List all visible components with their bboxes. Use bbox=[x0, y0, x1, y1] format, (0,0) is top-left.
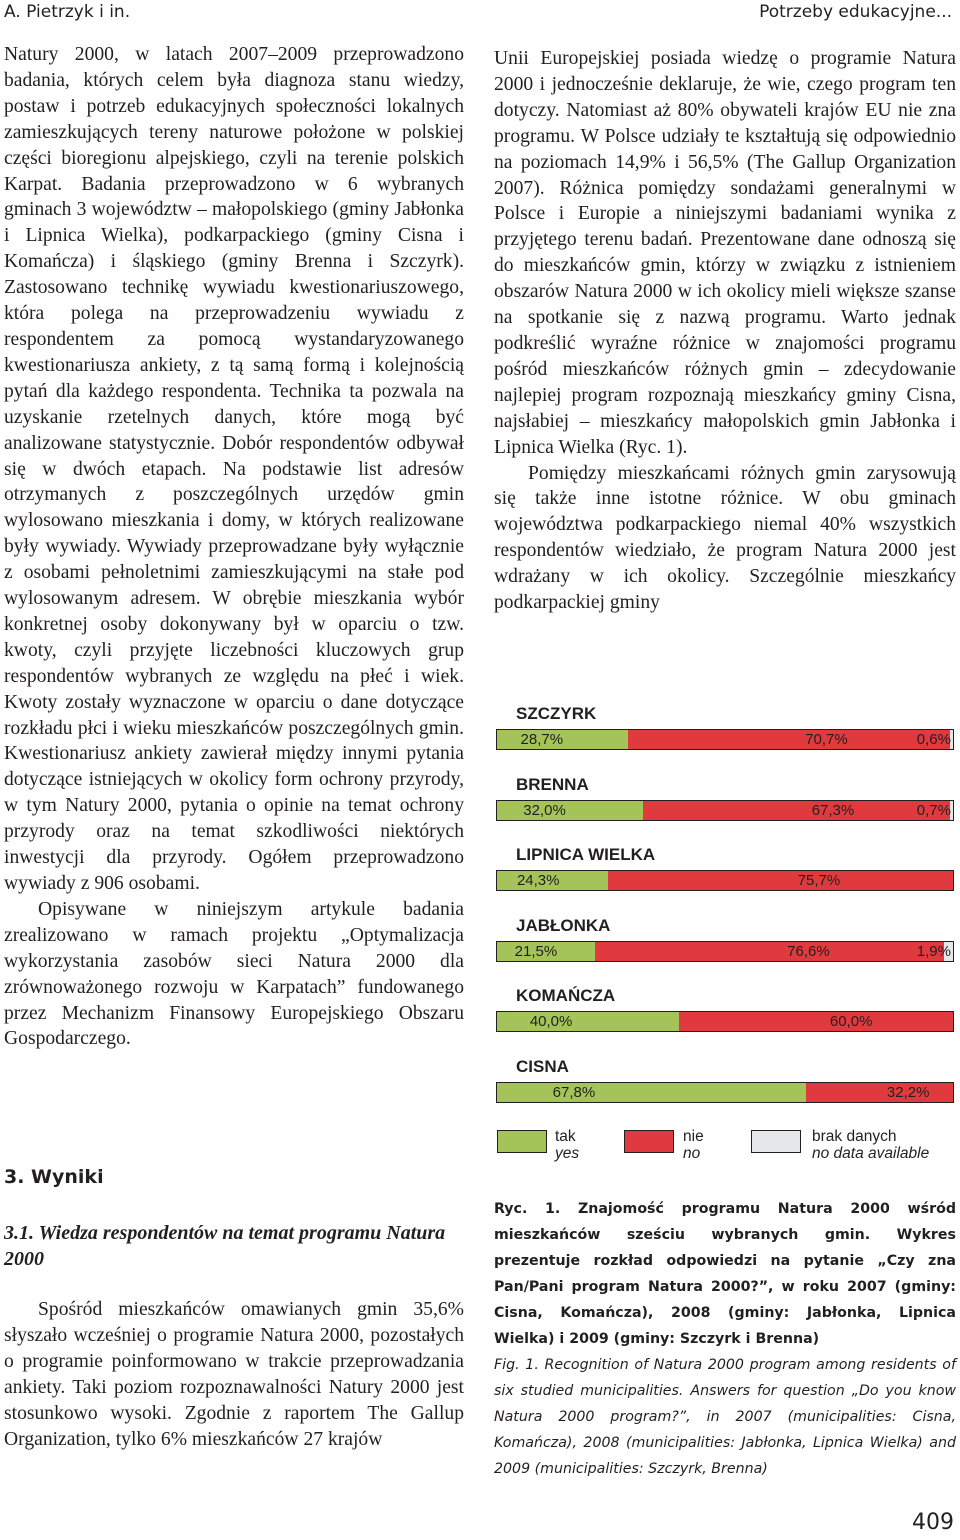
running-head-authors: A. Pietrzyk i in. bbox=[4, 2, 131, 22]
legend-swatch-no bbox=[624, 1130, 674, 1153]
data-label-no: 60,0% bbox=[829, 1013, 873, 1030]
caption-polish: Ryc. 1. Znajomość programu Natura 2000 wśród mieszkańców sześciu wybranych gmin. Wykres prezentuje rozkład odpowiedzi na pytanie „Czy zna Pan/Pani program Natura 2000?”, w roku 2007 (gminy: Cisna, Komańcza), 2008 (gminy: Jabłonka, Lipnica Wielka) i 2009 (gminy: Szczyrk i Brenna) bbox=[494, 1201, 956, 1347]
category-label: SZCZYRK bbox=[516, 704, 597, 723]
stacked-bar bbox=[496, 1011, 954, 1032]
category-label: BRENNA bbox=[516, 774, 589, 794]
caption-english: Fig. 1. Recognition of Natura 2000 program among residents of six studied municipalities. Answers for question „Do you know Natura 2000 program?”, in 2007 (municipalities: Cisna, Komańcza), 2008 (municipalities: Jabłonka, Lipnica Wielka) and 2009 (municipalities: Szczyrk, Brenna) bbox=[494, 1357, 956, 1477]
bar-segment-no bbox=[628, 730, 950, 749]
data-label-no: 75,7% bbox=[797, 872, 841, 889]
legend-swatch-yes bbox=[497, 1130, 547, 1153]
data-label-no-data: 1,9% bbox=[916, 942, 951, 960]
data-label-no: 76,6% bbox=[787, 942, 830, 960]
bar-segment-no bbox=[643, 801, 950, 820]
data-label-yes: 28,7% bbox=[520, 731, 564, 748]
bar-segment-no bbox=[679, 1012, 953, 1031]
legend-label-yes: tak yes bbox=[555, 1128, 580, 1162]
left-column bbox=[4, 42, 464, 1052]
category-label: CISNA bbox=[516, 1056, 569, 1076]
data-label-yes: 32,0% bbox=[523, 801, 566, 819]
legend-label-no-data: brak danych no data available bbox=[812, 1128, 930, 1162]
bar-segment-yes bbox=[497, 1012, 679, 1031]
category-label: LIPNICA WIELKA bbox=[516, 845, 656, 864]
page-number: 409 bbox=[912, 1510, 954, 1535]
data-label-yes: 21,5% bbox=[514, 942, 558, 960]
data-label-yes: 67,8% bbox=[552, 1083, 596, 1101]
body-paragraph: Unii Europejskiej posiada wiedzę o programie Natura 2000 i jednocześnie deklaruje, że wie, czego program ten dotyczy. Natomiast aż 80% obywateli krajów EU nie zna programu. W Polsce udziały te kształtują się odpowiednio na poziomach 14,9% i 56,5% (The Gallup Organization 2007). Różnica pomiędzy sondażami generalnymi w Polsce i Europie a niniejszymi badaniami wynika z przyjętego terenu badań. Prezentowane dane odnoszą się do mieszkańców gmin, którzy w związku z istnieniem obszarów Natura 2000 w ich okolicy mieli większe szanse na spotkanie się z nazwą programu. Warto jednak podkreślić wyraźne różnice w znajomości programu pośród mieszkańców różnych gmin – zdecydowanie najlepiej program rozpoznają mieszkańcy gminy Cisna, najsłabiej – mieszkańcy małopolskich gmin Jabłonka i Lipnica Wielka (Ryc. 1). bbox=[494, 48, 956, 458]
figure-caption bbox=[494, 1196, 956, 1482]
subsection-heading: 3.1. Wiedza respondentów na temat programu Natura 2000 bbox=[4, 1222, 446, 1270]
body-paragraph: Opisywane w niniejszym artykule badania zrealizowano w ramach projektu „Optymalizacja wykorzystania zasobów sieci Natura 2000 dla zrównoważonego rozwoju w Karpatach” fundowanego przez Mechanizm Finansowy Europejskiego Obszaru Gospodarczego. bbox=[4, 898, 464, 1050]
data-label-no: 32,2% bbox=[886, 1083, 930, 1101]
legend-swatch-no-data bbox=[751, 1130, 801, 1153]
stacked-bar bbox=[496, 941, 954, 962]
data-label-no: 67,3% bbox=[811, 801, 855, 819]
data-label-yes: 24,3% bbox=[516, 872, 560, 889]
data-label-no: 70,7% bbox=[805, 731, 848, 748]
data-label-no-data: 0,6% bbox=[916, 731, 951, 748]
bar-segment-no bbox=[608, 871, 953, 890]
stacked-bar bbox=[496, 729, 954, 750]
stacked-bar bbox=[496, 870, 954, 891]
body-paragraph: Pomiędzy mieszkańcami różnych gmin zarysowują się także inne istotne różnice. W obu gminach województwa podkarpackiego niemal 40% wszystkich respondentów wiedziało, że program Natura 2000 jest wdrażany w ich okolicy. Szczególnie mieszkańcy podkarpackiej gminy bbox=[494, 462, 956, 614]
category-label: KOMAŃCZA bbox=[516, 986, 616, 1005]
bar-segment-no bbox=[806, 1083, 953, 1102]
data-label-no-data: 0,7% bbox=[916, 801, 951, 819]
bar-segment-yes bbox=[497, 1083, 806, 1102]
category-label: JABŁONKA bbox=[516, 915, 611, 935]
body-paragraph: Natury 2000, w latach 2007–2009 przeprowadzono badania, których celem była diagnoza stanu wiedzy, postaw i potrzeb edukacyjnych społeczności lokalnych zamieszkujących tereny naturowe położone w polskiej części bioregionu alpejskiego, czyli na terenie polskich Karpat. Badania przeprowadzono w 6 wybranych gminach 3 województw – małopolskiego (gminy Jabłonka i Lipnica Wielka), podkarpackiego (gminy Cisna i Komańcza) i śląskiego (gminy Brenna i Szczyrk). Zastosowano technikę wywiadu kwestionariuszowego, która polega na przeprowadzeniu wywiadu z respondentem za pomocą wystandaryzowanego kwestionariusza ankiety, z tą samą formą i kolejnością pytań dla każdego respondenta. Technika ta pozwala na uzyskanie rzetelnych danych, które mogą być analizowane statystycznie. Dobór respondentów odbywał się w dwóch etapach. Na podstawie list adresów otrzymanych z poszczególnych urzędów gmin wylosowano mieszkania i domy, w których realizowane były wywiady. Wywiady przeprowadzane były wyłącznie z osobami pełnoletnimi zamieszkującymi na stałe pod wylosowanym adresem. W obrębie mieszkania wybór konkretnej osoby dokonywany był w oparciu o tzw. kwoty, czyli przyjęte liczebności kluczowych grup respondentów wybranych ze względu na płeć i wiek. Kwoty zostały wyznaczone w oparciu o dane dotyczące rozkładu płci i wieku mieszkańców poszczególnych gmin. Kwestionariusz ankiety zawierał między innymi pytania dotyczące istniejących w okolicy form ochrony przyrody, w tym Natury 2000, pytania o opinie na temat ochrony przyrody oraz na temat szkodliwości niektórych inwestycji dla przyrody. Ogółem przeprowadzono wywiady z 906 osobami. bbox=[4, 44, 464, 894]
data-label-yes: 40,0% bbox=[529, 1013, 573, 1030]
bar-segment-no bbox=[595, 942, 944, 961]
legend-label-no: nie no bbox=[683, 1128, 704, 1162]
stacked-bar bbox=[496, 1082, 954, 1103]
section-heading: 3. Wyniki bbox=[4, 1166, 104, 1188]
stacked-bar-chart bbox=[496, 700, 956, 1170]
running-head-title: Potrzeby edukacyjne... bbox=[759, 2, 952, 22]
body-paragraph: Spośród mieszkańców omawianych gmin 35,6% słyszało wcześniej o programie Natura 2000, pozostałych o programie poinformowano w trakcie przeprowadzania ankiety. Taki poziom rozpoznawalności Natury 2000 jest stosunkowo wysoki. Zgodnie z raportem The Gallup Organization, tylko 6% mieszkańców 27 krajów bbox=[4, 1299, 464, 1450]
bar-segment-yes bbox=[497, 801, 643, 820]
stacked-bar bbox=[496, 800, 954, 821]
right-column bbox=[494, 46, 956, 616]
